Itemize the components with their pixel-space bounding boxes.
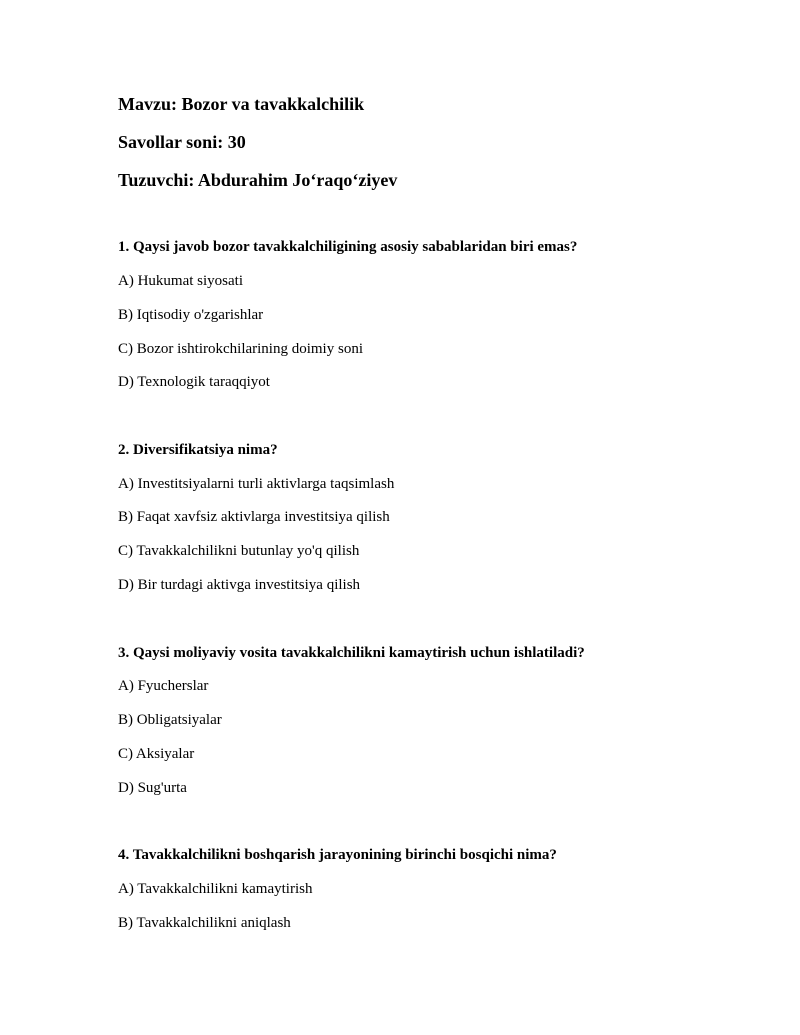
question-4: 4. Tavakkalchilikni boshqarish jarayonining birinchi bosqichi nima? xyxy=(118,847,557,863)
question-3-option-d: D) Sug'urta xyxy=(118,780,187,796)
question-3-option-b: B) Obligatsiyalar xyxy=(118,712,222,728)
author-line: Tuzuvchi: Abdurahim Jo‘raqo‘ziyev xyxy=(118,170,398,190)
topic-title: Mavzu: Bozor va tavakkalchilik xyxy=(118,94,365,114)
question-3-option-c: C) Aksiyalar xyxy=(118,746,195,762)
question-2-option-d: D) Bir turdagi aktivga investitsiya qilish xyxy=(118,577,361,593)
question-1-option-b: B) Iqtisodiy o'zgarishlar xyxy=(118,307,264,323)
question-1-option-d: D) Texnologik taraqqiyot xyxy=(118,374,270,390)
question-3-option-a: A) Fyucherslar xyxy=(118,678,209,694)
question-1: 1. Qaysi javob bozor tavakkalchiligining asosiy sabablaridan biri emas? xyxy=(118,239,578,255)
question-1-option-c: C) Bozor ishtirokchilarining doimiy soni xyxy=(118,341,363,357)
question-2: 2. Diversifikatsiya nima? xyxy=(118,442,278,458)
question-3: 3. Qaysi moliyaviy vosita tavakkalchilikni kamaytirish uchun ishlatiladi? xyxy=(118,645,585,661)
question-2-option-b: B) Faqat xavfsiz aktivlarga investitsiya qilish xyxy=(118,509,390,525)
question-4-option-b: B) Tavakkalchilikni aniqlash xyxy=(118,915,291,931)
question-2-option-a: A) Investitsiyalarni turli aktivlarga taqsimlash xyxy=(118,476,395,492)
question-2-option-c: C) Tavakkalchilikni butunlay yo'q qilish xyxy=(118,543,360,559)
question-1-option-a: A) Hukumat siyosati xyxy=(118,273,243,289)
question-4-option-a: A) Tavakkalchilikni kamaytirish xyxy=(118,881,313,897)
question-count: Savollar soni: 30 xyxy=(118,132,246,152)
